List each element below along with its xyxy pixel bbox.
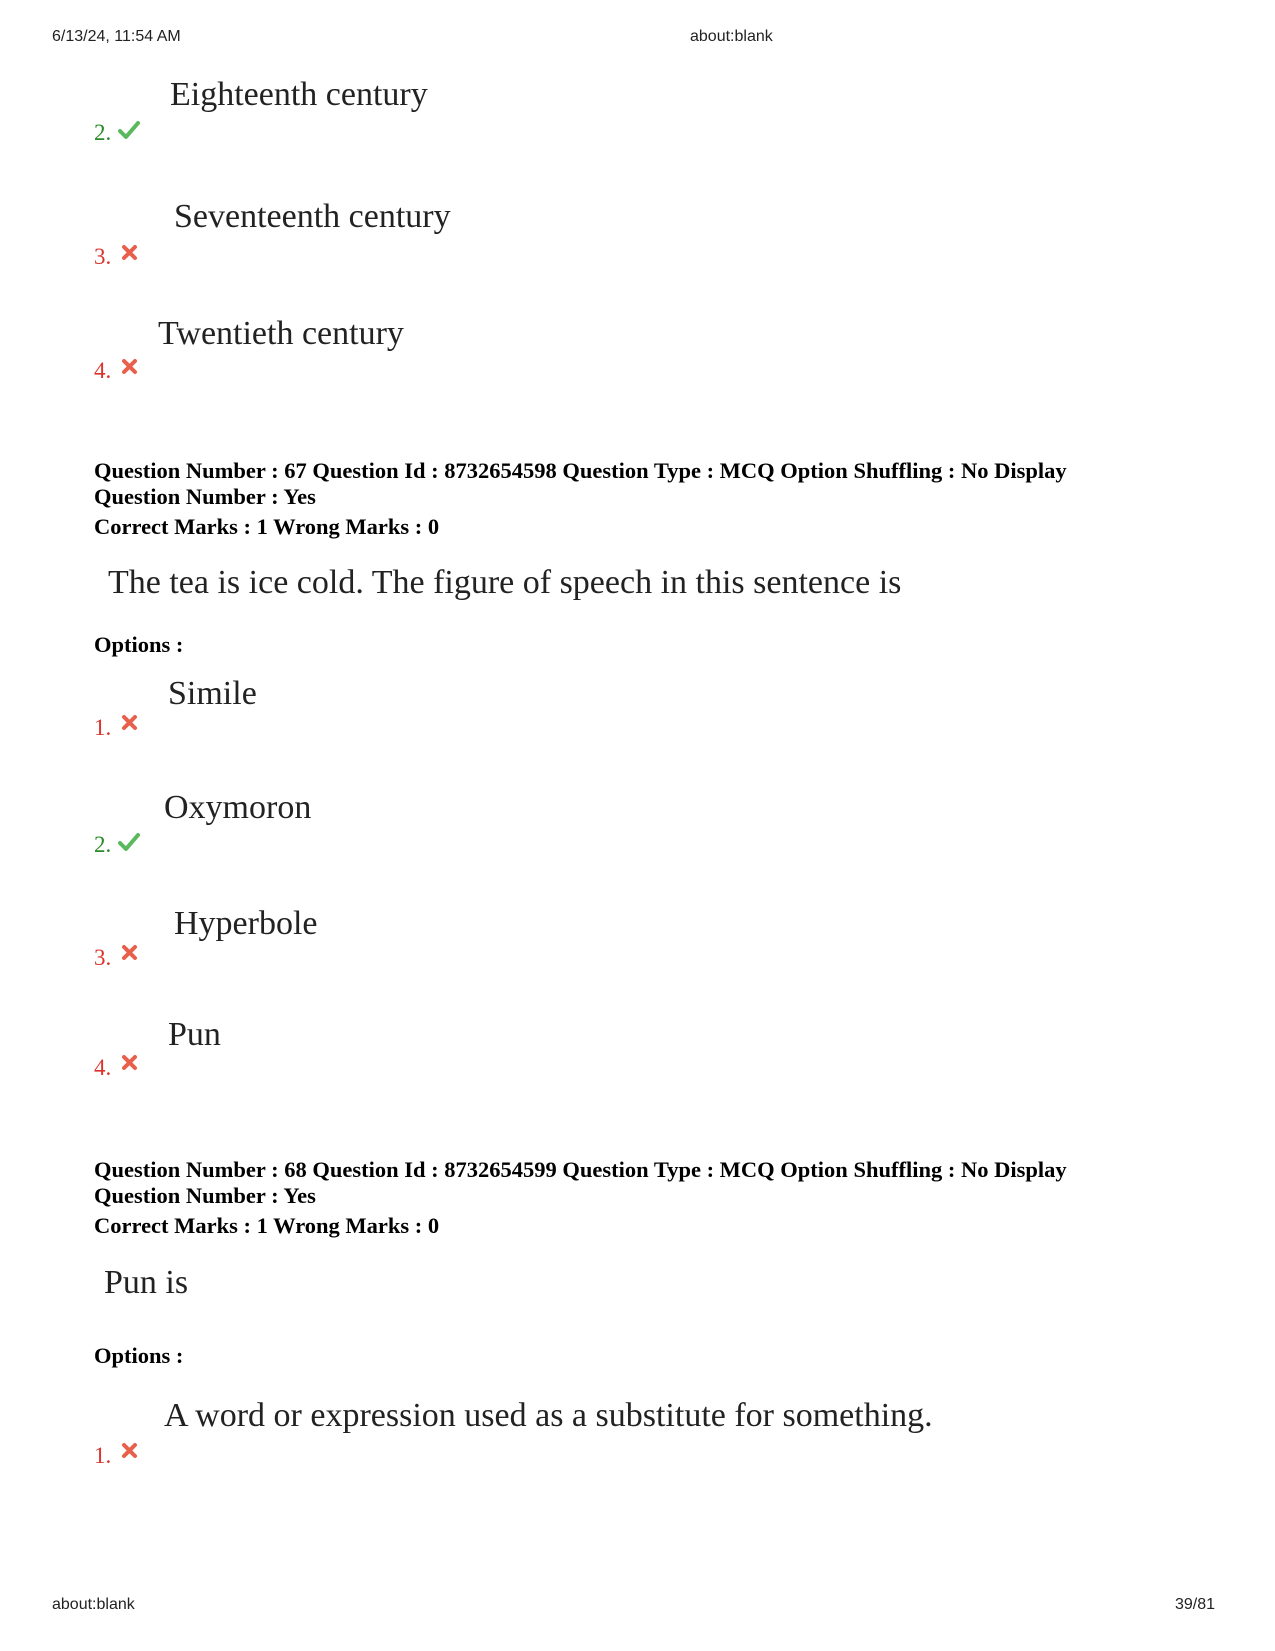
option-text: Hyperbole	[174, 905, 318, 942]
question-meta: Question Number : 68 Question Id : 8732654599 Question Type : MCQ Option Shuffling : No Display Question Number : Yes	[94, 1157, 1067, 1208]
option-text: Eighteenth century	[170, 76, 428, 113]
options-label: Options :	[94, 1343, 184, 1368]
print-url: about:blank	[690, 28, 773, 45]
options-label: Options :	[94, 632, 184, 657]
option-number: 3.	[94, 945, 112, 970]
cross-icon	[120, 358, 142, 378]
option-text: Twentieth century	[158, 315, 404, 352]
question-stem: The tea is ice cold. The figure of speech in this sentence is	[108, 564, 902, 601]
option-number: 1.	[94, 1443, 112, 1468]
option-number: 1.	[94, 715, 112, 740]
cross-icon	[120, 944, 142, 964]
option-number: 2.	[94, 120, 112, 145]
option-number: 3.	[94, 244, 112, 269]
footer-url: about:blank	[52, 1596, 135, 1613]
cross-icon	[120, 244, 142, 264]
question-marks: Correct Marks : 1 Wrong Marks : 0	[94, 514, 440, 539]
option-text: Pun	[168, 1016, 221, 1053]
print-datetime: 6/13/24, 11:54 AM	[52, 28, 181, 45]
option-number: 4.	[94, 1055, 112, 1080]
option-text: Seventeenth century	[174, 198, 451, 235]
option-number: 4.	[94, 358, 112, 383]
question-stem: Pun is	[104, 1264, 189, 1301]
check-icon	[118, 120, 140, 140]
cross-icon	[120, 1442, 142, 1462]
question-marks: Correct Marks : 1 Wrong Marks : 0	[94, 1213, 440, 1238]
cross-icon	[120, 714, 142, 734]
option-text: A word or expression used as a substitute for something.	[164, 1397, 933, 1434]
option-text: Oxymoron	[164, 789, 312, 826]
option-number: 2.	[94, 832, 112, 857]
cross-icon	[120, 1054, 142, 1074]
check-icon	[118, 832, 140, 852]
option-text: Simile	[168, 675, 257, 712]
page-number: 39/81	[1175, 1596, 1216, 1613]
question-meta: Question Number : 67 Question Id : 8732654598 Question Type : MCQ Option Shuffling : No Display Question Number : Yes	[94, 458, 1067, 509]
